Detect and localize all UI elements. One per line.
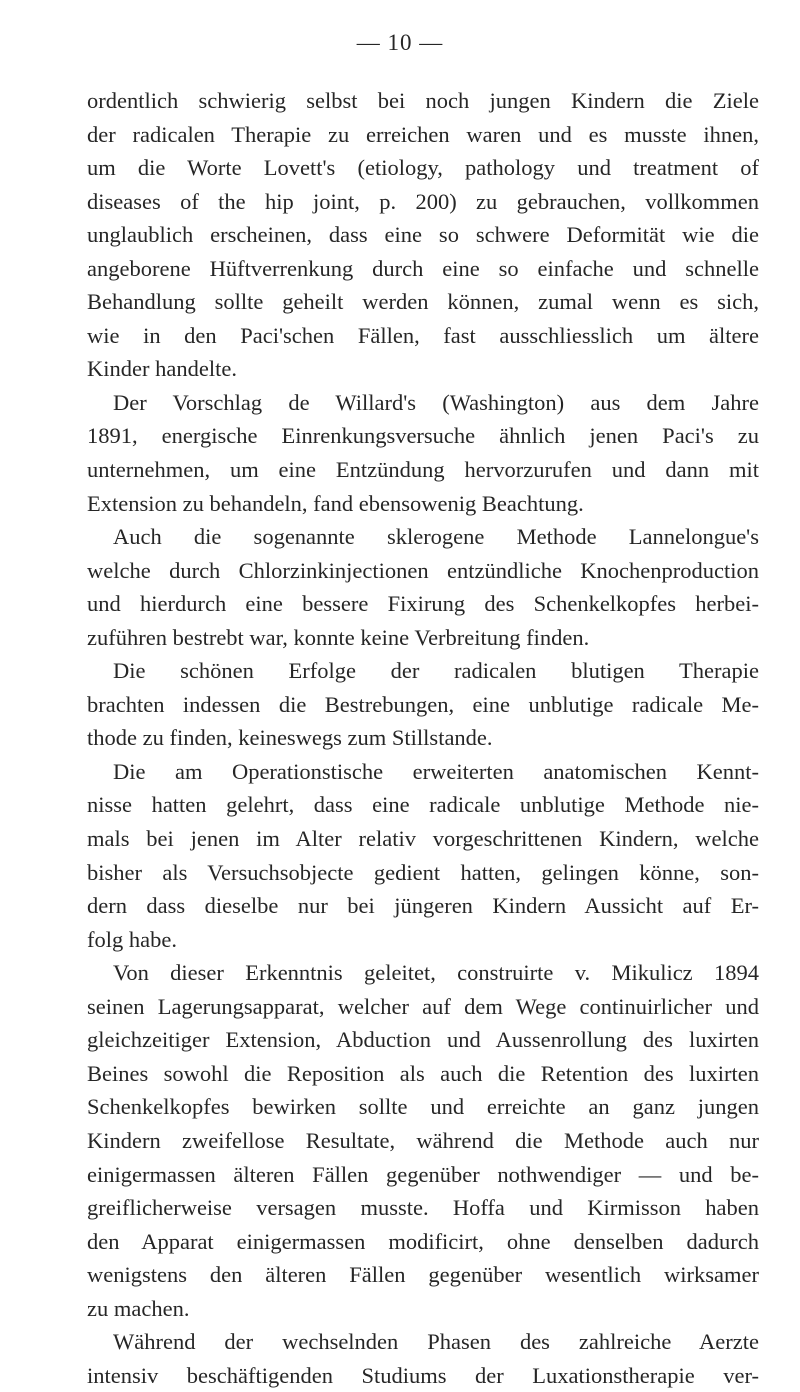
text-line: mals bei jenen im Alter relativ vorgeschrittenen Kindern, welche xyxy=(87,826,759,852)
text-line: thode zu finden, keineswegs zum Stillstande. xyxy=(87,725,493,751)
text-line: gleichzeitiger Extension, Abduction und Aussenrollung des luxirten xyxy=(87,1027,759,1053)
text-line: Kindern zweifellose Resultate, während die Methode auch nur xyxy=(87,1127,759,1153)
text-line: Während der wechselnden Phasen des zahlreiche Aerzte xyxy=(113,1329,759,1355)
text-line: wenigstens den älteren Fällen gegenüber wesentlich wirksamer xyxy=(87,1262,759,1288)
text-line: diseases of the hip joint, p. 200) zu gebrauchen, vollkommen xyxy=(87,188,759,214)
text-line: den Apparat einigermassen modificirt, ohne denselben dadurch xyxy=(87,1228,759,1254)
text-line: Von dieser Erkenntnis geleitet, construirte v. Mikulicz 1894 xyxy=(113,960,759,986)
text-line: intensiv beschäftigenden Studiums der Luxationstherapie ver- xyxy=(87,1362,759,1388)
text-line: zuführen bestrebt war, konnte keine Verbreitung finden. xyxy=(87,624,590,650)
text-line: wie in den Paci'schen Fällen, fast ausschliesslich um ältere xyxy=(87,322,759,348)
text-line: Beines sowohl die Reposition als auch die Retention des luxirten xyxy=(87,1060,759,1086)
text-line: unternehmen, um eine Entzündung hervorzurufen und dann mit xyxy=(87,457,759,483)
text-line: Die schönen Erfolge der radicalen blutigen Therapie xyxy=(113,658,759,684)
text-line: bisher als Versuchsobjecte gedient hatten, gelingen könne, son- xyxy=(87,859,759,885)
text-line: brachten indessen die Bestrebungen, eine unblutige radicale Me- xyxy=(87,691,759,717)
text-line: Behandlung sollte geheilt werden können, zumal wenn es sich, xyxy=(87,289,759,315)
text-line: unglaublich erscheinen, dass eine so schwere Deformität wie die xyxy=(87,222,759,248)
page-number: — 10 — xyxy=(356,30,444,55)
body-text xyxy=(87,84,759,1392)
text-line: Kinder handelte. xyxy=(87,356,237,382)
text-line: welche durch Chlorzinkinjectionen entzündliche Knochenproduction xyxy=(87,557,759,583)
text-line: einigermassen älteren Fällen gegenüber nothwendiger — und be- xyxy=(87,1161,759,1187)
text-line: Auch die sogenannte sklerogene Methode Lannelongue's xyxy=(113,524,759,550)
text-line: und hierdurch eine bessere Fixirung des Schenkelkopfes herbei- xyxy=(87,591,759,617)
text-line: Extension zu behandeln, fand ebensowenig Beachtung. xyxy=(87,490,584,516)
text-line: greiflicherweise versagen musste. Hoffa und Kirmisson haben xyxy=(87,1195,759,1221)
text-line: folg habe. xyxy=(87,926,177,952)
text-line: Die am Operationstische erweiterten anatomischen Kennt- xyxy=(113,758,759,784)
text-line: ordentlich schwierig selbst bei noch jungen Kindern die Ziele xyxy=(87,88,759,113)
text-line: der radicalen Therapie zu erreichen waren und es musste ihnen, xyxy=(87,121,759,147)
text-line: zu machen. xyxy=(87,1295,190,1321)
text-line: nisse hatten gelehrt, dass eine radicale unblutige Methode nie- xyxy=(87,792,759,818)
text-line: Schenkelkopfes bewirken sollte und erreichte an ganz jungen xyxy=(87,1094,759,1120)
text-line: seinen Lagerungsapparat, welcher auf dem Wege continuirlicher und xyxy=(87,993,759,1019)
text-line: 1891, energische Einrenkungsversuche ähnlich jenen Paci's zu xyxy=(87,423,759,449)
text-line: um die Worte Lovett's (etiology, pathology und treatment of xyxy=(87,155,759,181)
text-line: dern dass dieselbe nur bei jüngeren Kindern Aussicht auf Er- xyxy=(87,893,759,919)
text-line: Der Vorschlag de Willard's (Washington) aus dem Jahre xyxy=(113,389,759,415)
text-line: angeborene Hüftverrenkung durch eine so einfache und schnelle xyxy=(87,255,759,281)
